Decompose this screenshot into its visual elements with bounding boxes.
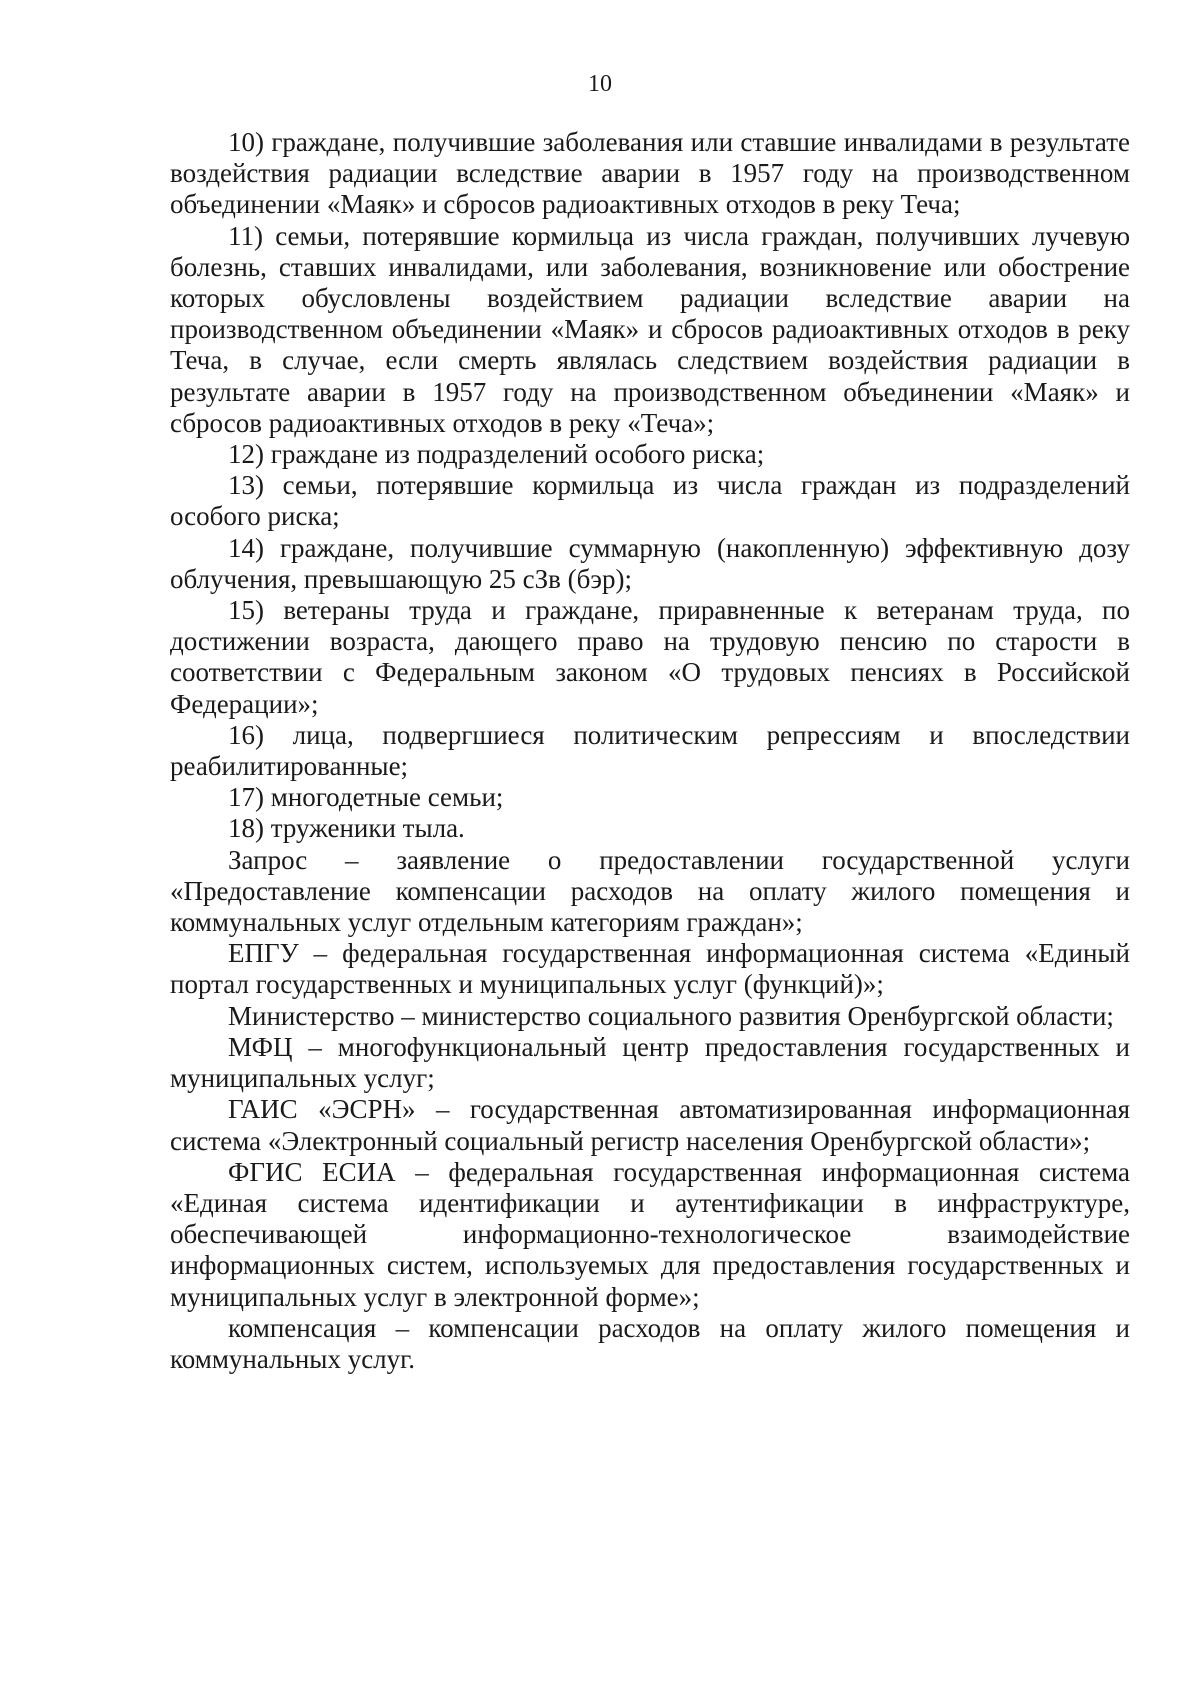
paragraph-item-12: 12) граждане из подразделений особого риска; — [228, 439, 765, 470]
paragraph-item-17: 17) многодетные семьи; — [228, 782, 504, 813]
definition-zapros: Запрос – заявление о предоставлении государственной услуги «Предоставление компенсации расходов на оплату жилого помещения и коммунальных услуг отдельным категориям граждан»; — [170, 844, 1130, 938]
definition-epgu: ЕПГУ – федеральная государственная информационная система «Единый портал государственных и муниципальных услуг (функций)»; — [170, 938, 1130, 1000]
definition-gais-esrn: ГАИС «ЭСРН» – государственная автоматизированная информационная система «Электронный социальный регистр населения Оренбургской области»; — [170, 1094, 1130, 1156]
paragraph-item-14: 14) граждане, получившие суммарную (накопленную) эффективную дозу облучения, превышающую 25 сЗв (бэр); — [170, 532, 1130, 594]
definition-kompensaciya: компенсация – компенсации расходов на оплату жилого помещения и коммунальных услуг. — [170, 1312, 1130, 1374]
paragraph-item-10: 10) граждане, получившие заболевания или ставшие инвалидами в результате воздействия радиации вследствие аварии в 1957 году на производственном объединении «Маяк» и сбросов радиоактивных отходов в реку Теча; — [170, 127, 1130, 220]
document-body — [170, 127, 1130, 1375]
paragraph-item-11: 11) семьи, потерявшие кормильца из числа граждан, получивших лучевую болезнь, ставших инвалидами, или заболевания, возникновение или обострение которых обусловлены воздействием радиации вследствие аварии на производственном объединении «Маяк» и сбросов радиоактивных отходов в реку Теча, в случае, если смерть являлась следствием воздействия радиации в результате аварии в 1957 году на производственном объединении «Маяк» и сбросов радиоактивных отходов в реку «Теча»; — [170, 220, 1130, 438]
page-number: 10 — [588, 71, 612, 97]
paragraph-item-18: 18) труженики тыла. — [228, 813, 465, 844]
paragraph-item-15: 15) ветераны труда и граждане, приравненные к ветеранам труда, по достижении возраста, дающего право на трудовую пенсию по старости в соответствии с Федеральным законом «О трудовых пенсиях в Российской Федерации»; — [170, 595, 1130, 719]
definition-fgis-esia: ФГИС ЕСИА – федеральная государственная информационная система «Единая система идентификации и аутентификации в инфраструктуре, обеспечивающей информационно-технологическое взаимодействие информационных систем, используемых для предоставления государственных и муниципальных услуг в электронной форме»; — [170, 1156, 1130, 1312]
paragraph-item-16: 16) лица, подвергшиеся политическим репрессиям и впоследствии реабилитированные; — [170, 719, 1130, 782]
definition-mfc: МФЦ – многофункциональный центр предоставления государственных и муниципальных услуг; — [170, 1031, 1130, 1094]
paragraph-item-13: 13) семьи, потерявшие кормильца из числа граждан из подразделений особого риска; — [170, 470, 1130, 532]
definition-ministerstvo: Министерство – министерство социального развития Оренбургской области; — [228, 1000, 1114, 1031]
